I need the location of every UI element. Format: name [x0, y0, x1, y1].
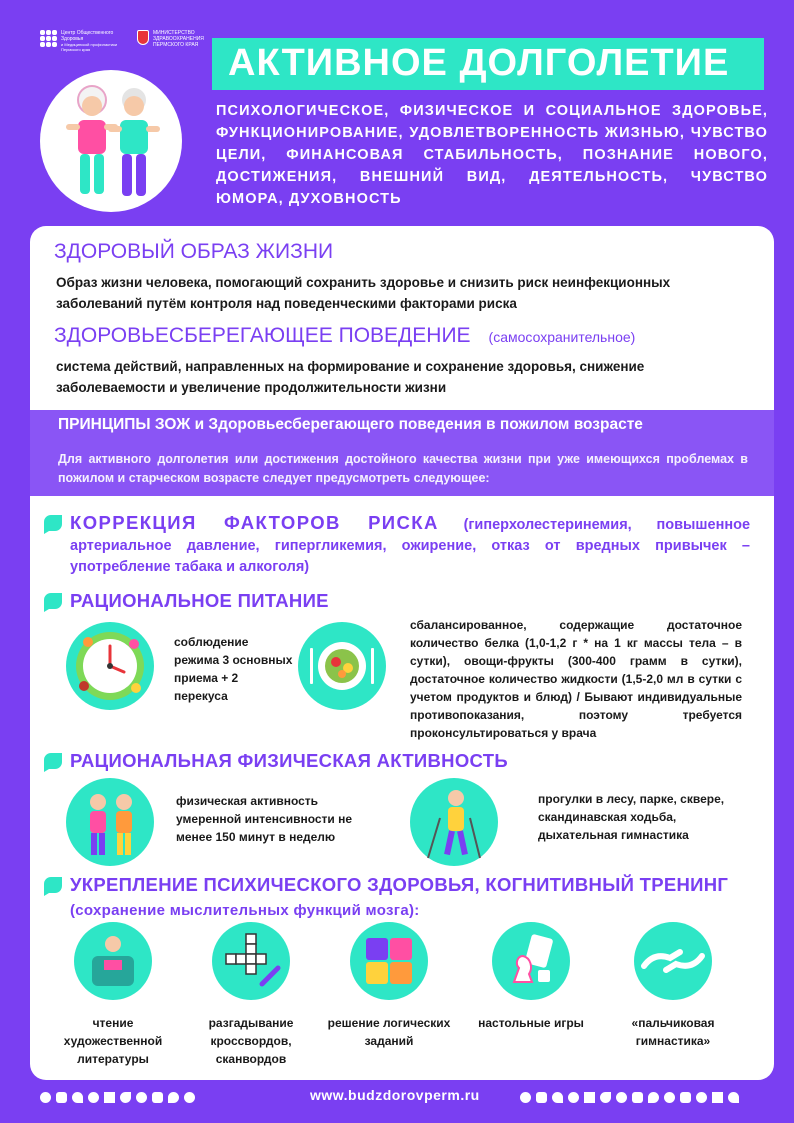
nordic-walking-icon — [410, 778, 498, 866]
footer-pattern-right — [520, 1092, 739, 1103]
leaf-bullet-icon — [42, 514, 64, 536]
principles-band — [30, 410, 774, 496]
behavior-title-text: ЗДОРОВЬЕСБЕРЕГАЮЩЕЕ ПОВЕДЕНИЕ — [54, 324, 471, 347]
definitions-card — [30, 226, 774, 410]
leaf-bullet-icon — [42, 876, 64, 898]
behavior-title — [54, 324, 635, 348]
page-title: АКТИВНОЕ ДОЛГОЛЕТИЕ — [228, 42, 730, 84]
risk-title: КОРРЕКЦИЯ ФАКТОРОВ РИСКА — [70, 512, 439, 533]
mental-item-finger: «пальчиковая гимнастика» — [631, 1016, 715, 1048]
crossword-icon — [212, 922, 290, 1000]
center-logo-icon — [40, 30, 57, 47]
header-subtitle: ПСИХОЛОГИЧЕСКОЕ, ФИЗИЧЕСКОЕ И СОЦИАЛЬНОЕ ЗДОРОВЬЕ, ФУНКЦИОНИРОВАНИЕ, УДОВЛЕТВОРЕННОСТЬ ЖИЗНЬЮ, ЧУВСТВО ЦЕЛИ, ФИНАНСОВАЯ СТАБИЛЬНОСТЬ, ПОЗНАНИЕ НОВОГО, ДОСТИЖЕНИЯ, ВНЕШНИЙ ВИД, ДЕЯТЕЛЬНОСТЬ, ЧУВСТВО ЮМОРА, ДУХОВНОСТЬ — [216, 103, 768, 207]
footer-website-link[interactable]: www.budzdorovperm.ru — [310, 1087, 480, 1103]
clock-food-icon — [66, 622, 154, 710]
risk-note: (гиперхолестеринемия, повышенное артериальное давление, гипергликемия, ожирение, отказ от вредных привычек – употребление табака и алкоголя) — [70, 517, 751, 575]
leaf-bullet-icon — [42, 592, 64, 614]
nutrition-title: РАЦИОНАЛЬНОЕ ПИТАНИЕ — [70, 590, 329, 611]
zoj-title: ЗДОРОВЫЙ ОБРАЗ ЖИЗНИ — [54, 240, 334, 263]
salad-plate-icon — [298, 622, 386, 710]
nutrition-regime-text: соблюдение режима 3 основных приема + 2 перекуса — [174, 635, 293, 703]
logos — [40, 30, 203, 52]
nutrition-balance-text: сбалансированное, содержащие достаточное количество белка (1,0-1,2 г * на 1 кг массы тела – в сутки), овощи-фрукты (300-400 грамм в сутки), достаточное количество жидкости (1,5-2,0 мл в сутки с учетом продуктов и блюд) / Бывают индивидуальные противопоказания, поэтому требуется проконсультироваться у врача — [410, 618, 742, 740]
mental-subtitle: (сохранение мыслительных функций мозга): — [70, 902, 420, 919]
mental-title: УКРЕПЛЕНИЕ ПСИХИЧЕСКОГО ЗДОРОВЬЯ, КОГНИТИВНЫЙ ТРЕНИНГ — [70, 874, 729, 895]
seniors-exercising-icon — [40, 70, 182, 212]
ministry-logo — [137, 30, 203, 48]
activity-intensity-text: физическая активность умеренной интенсивности не менее 150 минут в неделю — [176, 794, 353, 844]
finger-gymnastics-icon — [634, 922, 712, 1000]
risk-block — [70, 512, 750, 578]
mental-item-crosswords: разгадывание кроссвордов, сканвордов — [208, 1016, 294, 1066]
title-bar — [212, 38, 764, 90]
mental-item-reading: чтение художественной литературы — [63, 1016, 163, 1066]
puzzle-icon — [350, 922, 428, 1000]
zoj-text: Образ жизни человека, помогающий сохранить здоровье и снизить риск неинфекционных заболеваний путём контроля над поведенческими факторами риска — [56, 275, 671, 311]
reading-senior-icon — [74, 922, 152, 1000]
seniors-illustration — [40, 70, 182, 212]
activity-title: РАЦИОНАЛЬНАЯ ФИЗИЧЕСКАЯ АКТИВНОСТЬ — [70, 750, 508, 771]
ministry-name: МИНИСТЕРСТВО ЗДРАВООХРАНЕНИЯ ПЕРМСКОГО КРАЯ — [153, 30, 204, 48]
seniors-fitness-icon — [66, 778, 154, 866]
center-logo — [40, 30, 123, 52]
behavior-note: (самосохранительное) — [488, 329, 636, 345]
behavior-text: система действий, направленных на формирование и сохранение здоровья, снижение заболеваемости и увеличение продолжительности жизни — [56, 359, 645, 395]
mental-item-logic: решение логических заданий — [327, 1016, 451, 1048]
recommendations-card — [30, 496, 774, 1080]
board-games-icon — [492, 922, 570, 1000]
center-logo-sub: и Медицинской профилактики Пермского края — [61, 42, 118, 52]
principles-text: Для активного долголетия или достижения достойного качества жизни при уже имеющихся проблемах в пожилом и старческом возрасте следует предусмотреть следующее: — [58, 452, 748, 485]
crest-icon — [137, 30, 149, 45]
center-logo-name: Центр Общественного Здоровья — [61, 30, 114, 42]
mental-item-games: настольные игры — [478, 1016, 584, 1030]
leaf-bullet-icon — [42, 752, 64, 774]
footer-pattern-left — [40, 1092, 195, 1103]
activity-walks-text: прогулки в лесу, парке, сквере, скандинавская ходьба, дыхательная гимнастика — [538, 792, 725, 842]
principles-title: ПРИНЦИПЫ ЗОЖ и Здоровьесберегающего поведения в пожилом возрасте — [58, 416, 643, 433]
